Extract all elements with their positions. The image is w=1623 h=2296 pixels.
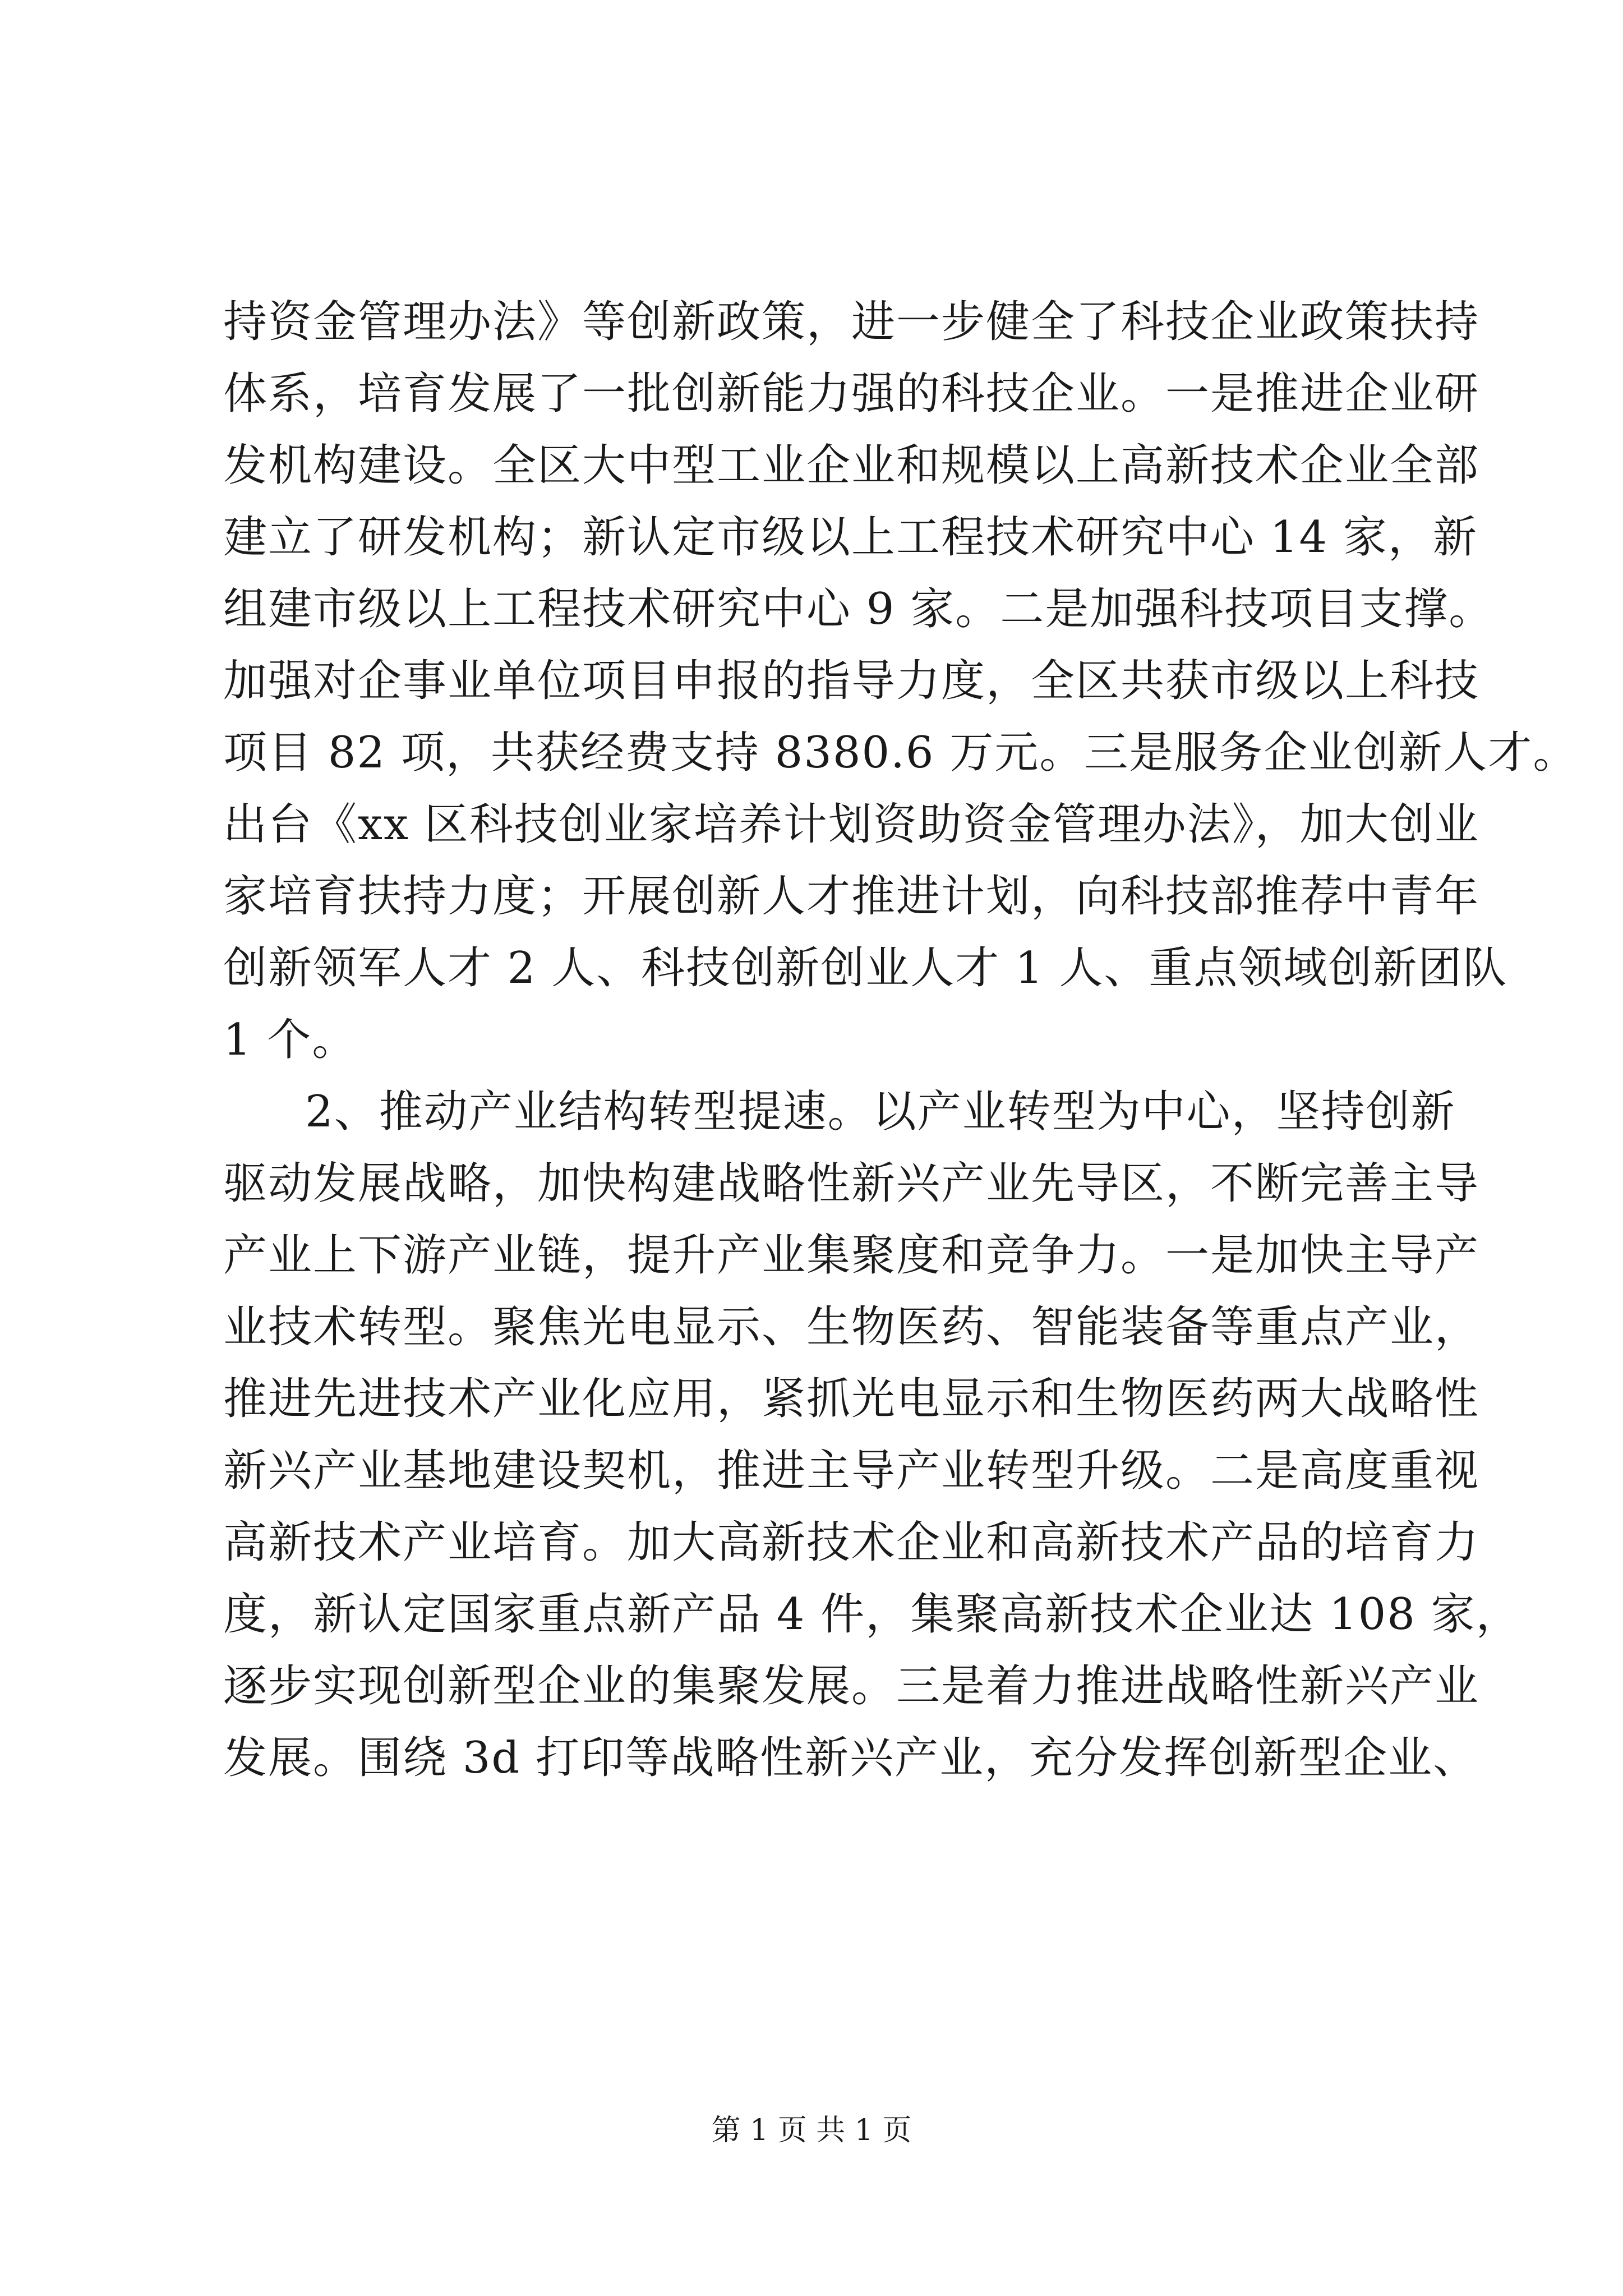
text-line: 新兴产业基地建设契机，推进主导产业转型升级。二是高度重视 xyxy=(223,1446,1480,1496)
text-line: 加强对企事业单位项目申报的指导力度，全区共获市级以上科技 xyxy=(223,656,1480,706)
text-line: 度，新认定国家重点新产品 4 件，集聚高新技术企业达 108 家， xyxy=(223,1589,1521,1640)
text-line: 体系，培育发展了一批创新能力强的科技企业。一是推进企业研 xyxy=(223,369,1480,419)
text-line: 组建市级以上工程技术研究中心 9 家。二是加强科技项目支撑。 xyxy=(223,584,1494,634)
text-line: 持资金管理办法》等创新政策，进一步健全了科技企业政策扶持 xyxy=(223,297,1480,347)
text-line: 发机构建设。全区大中型工业企业和规模以上高新技术企业全部 xyxy=(223,440,1480,491)
text-line: 发展。围绕 3d 打印等战略性新兴产业，充分发挥创新型企业、 xyxy=(223,1733,1478,1783)
text-line: 产业上下游产业链，提升产业集聚度和竞争力。一是加快主导产 xyxy=(223,1230,1480,1281)
text-line: 逐步实现创新型企业的集聚发展。三是着力推进战略性新兴产业 xyxy=(223,1661,1480,1711)
text-line: 驱动发展战略，加快构建战略性新兴产业先导区，不断完善主导 xyxy=(223,1158,1480,1209)
text-line: 推进先进技术产业化应用，紧抓光电显示和生物医药两大战略性 xyxy=(223,1374,1480,1424)
text-line: 创新领军人才 2 人、科技创新创业人才 1 人、重点领域创新团队 xyxy=(223,943,1508,993)
page-footer: 第 1 页 共 1 页 xyxy=(711,2114,912,2147)
text-line: 1 个。 xyxy=(223,1015,357,1065)
paragraph-start-line: 2、推动产业结构转型提速。以产业转型为中心，坚持创新 xyxy=(305,1087,1456,1137)
text-line: 出台《xx 区科技创业家培养计划资助资金管理办法》，加大创业 xyxy=(223,799,1479,850)
text-line: 业技术转型。聚焦光电显示、生物医药、智能装备等重点产业， xyxy=(223,1302,1480,1352)
text-line: 高新技术产业培育。加大高新技术企业和高新技术产品的培育力 xyxy=(223,1517,1480,1568)
text-line: 项目 82 项，共获经费支持 8380.6 万元。三是服务企业创新人才。 xyxy=(223,728,1578,778)
text-line: 家培育扶持力度；开展创新人才推进计划，向科技部推荐中青年 xyxy=(223,871,1480,922)
body-text xyxy=(223,286,1578,1794)
text-line: 建立了研发机构；新认定市级以上工程技术研究中心 14 家，新 xyxy=(223,512,1478,563)
